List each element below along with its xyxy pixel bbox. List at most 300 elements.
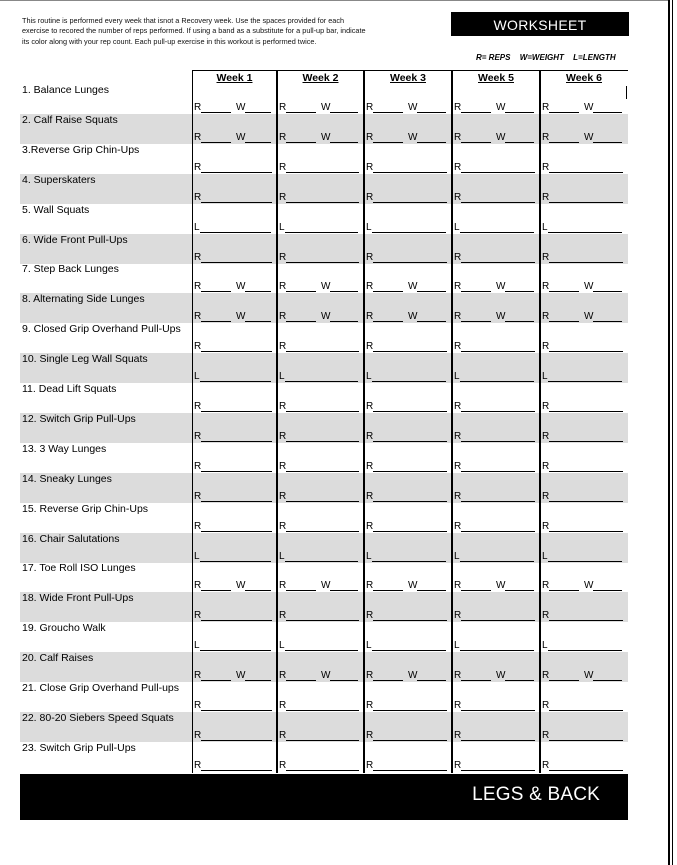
week-entry-cell[interactable] — [194, 263, 275, 293]
week-entry-cell[interactable] — [542, 443, 626, 473]
week-entry-cell[interactable] — [279, 263, 362, 293]
week-entry-cell[interactable] — [542, 353, 626, 383]
week-entry-cell[interactable] — [542, 204, 626, 234]
length-field[interactable] — [542, 222, 622, 233]
field-letter: R — [542, 401, 550, 412]
reps-field[interactable] — [366, 670, 403, 681]
week-entry-cell[interactable] — [279, 383, 362, 413]
reps-field[interactable] — [279, 670, 316, 681]
reps-field[interactable] — [279, 580, 316, 591]
field-letter: W — [584, 670, 594, 682]
reps-field[interactable] — [194, 311, 231, 322]
reps-field[interactable] — [279, 311, 316, 322]
weight-field[interactable] — [584, 132, 622, 143]
reps-field[interactable] — [542, 461, 623, 472]
week-entry-cell[interactable] — [279, 533, 362, 563]
weight-field[interactable] — [408, 281, 446, 292]
field-letter: W — [496, 670, 506, 682]
week-entry-cell[interactable] — [542, 413, 626, 443]
weight-field[interactable] — [236, 102, 271, 113]
week-entry-cell[interactable] — [279, 323, 362, 353]
week-entry-cell[interactable] — [542, 473, 626, 503]
length-field[interactable] — [454, 551, 534, 562]
reps-field[interactable] — [194, 461, 272, 472]
reps-field[interactable] — [454, 341, 535, 352]
reps-field[interactable] — [454, 491, 535, 502]
reps-field[interactable] — [454, 610, 535, 621]
week-entry-cell[interactable] — [194, 174, 275, 204]
reps-field[interactable] — [194, 431, 272, 442]
week-entry-cell[interactable] — [366, 293, 450, 323]
week-entry-cell[interactable] — [542, 592, 626, 622]
week-entry-cell[interactable] — [366, 114, 450, 144]
week-entry-cell[interactable] — [194, 443, 275, 473]
field-letter: R — [194, 191, 202, 203]
field-letter: R — [279, 191, 287, 203]
week-entry-cell[interactable] — [542, 503, 626, 533]
reps-field[interactable] — [366, 341, 447, 352]
column-divider — [192, 70, 193, 773]
week-entry-cell[interactable] — [454, 114, 538, 144]
reps-field[interactable] — [366, 132, 403, 143]
length-field[interactable] — [194, 222, 271, 233]
reps-field[interactable] — [366, 162, 447, 173]
weight-field[interactable] — [408, 670, 446, 681]
week-entry-cell[interactable] — [194, 592, 275, 622]
reps-field[interactable] — [542, 102, 579, 113]
reps-field[interactable] — [454, 670, 491, 681]
reps-field[interactable] — [366, 192, 447, 203]
week-entry-cell[interactable] — [279, 592, 362, 622]
week-entry-cell[interactable] — [194, 383, 275, 413]
reps-field[interactable] — [542, 700, 623, 711]
reps-field[interactable] — [194, 192, 272, 203]
exercise-label: 3.Reverse Grip Chin-Ups — [22, 143, 140, 156]
length-field[interactable] — [366, 551, 446, 562]
week-entry-cell[interactable] — [194, 204, 275, 234]
week-entry-cell[interactable] — [542, 742, 626, 772]
reps-field[interactable] — [454, 431, 535, 442]
field-letter: W — [408, 311, 418, 323]
exercise-label: 1. Balance Lunges — [22, 84, 109, 96]
reps-field[interactable] — [366, 760, 447, 771]
week-entry-cell[interactable] — [366, 652, 450, 682]
reps-field[interactable] — [542, 401, 623, 412]
weight-field[interactable] — [496, 102, 534, 113]
week-entry-cell[interactable] — [279, 144, 362, 174]
week-entry-cell[interactable] — [194, 413, 275, 443]
reps-field[interactable] — [279, 162, 359, 173]
length-field[interactable] — [279, 551, 358, 562]
table-row — [20, 323, 628, 353]
week-entry-cell[interactable] — [454, 323, 538, 353]
week-entry-cell[interactable] — [194, 293, 275, 323]
week-entry-cell[interactable] — [366, 144, 450, 174]
reps-field[interactable] — [194, 132, 231, 143]
reps-field[interactable] — [194, 521, 272, 532]
field-letter: R — [279, 311, 287, 323]
field-letter: W — [321, 311, 331, 323]
reps-field[interactable] — [279, 730, 359, 741]
week-entry-cell[interactable] — [279, 204, 362, 234]
week-entry-cell[interactable] — [542, 562, 626, 592]
length-field[interactable] — [366, 640, 446, 651]
field-letter: R — [454, 759, 462, 771]
weight-field[interactable] — [236, 281, 271, 292]
week-entry-cell[interactable] — [366, 204, 450, 234]
reps-field[interactable] — [366, 401, 447, 412]
exercise-label: 4. Superskaters — [22, 173, 96, 186]
week-entry-cell[interactable] — [279, 353, 362, 383]
reps-field[interactable] — [542, 281, 579, 292]
field-letter: R — [194, 401, 202, 412]
reps-field[interactable] — [454, 102, 491, 113]
reps-field[interactable] — [279, 102, 316, 113]
reps-field[interactable] — [194, 341, 272, 352]
week-entry-cell[interactable] — [454, 413, 538, 443]
reps-field[interactable] — [542, 610, 623, 621]
reps-field[interactable] — [366, 281, 403, 292]
week-entry-cell[interactable] — [279, 84, 362, 114]
week-entry-cell[interactable] — [366, 234, 450, 264]
week-entry-cell[interactable] — [279, 413, 362, 443]
reps-field[interactable] — [194, 162, 272, 173]
reps-field[interactable] — [542, 491, 623, 502]
week-entry-cell[interactable] — [366, 263, 450, 293]
reps-field[interactable] — [542, 252, 623, 263]
field-letter: R — [454, 161, 462, 173]
length-field[interactable] — [542, 551, 622, 562]
worksheet-title-box — [451, 12, 629, 36]
week-entry-cell[interactable] — [542, 712, 626, 742]
reps-field[interactable] — [366, 491, 447, 502]
length-field[interactable] — [454, 371, 534, 382]
weight-field[interactable] — [496, 281, 534, 292]
field-letter: R — [542, 311, 550, 323]
reps-field[interactable] — [542, 730, 623, 741]
reps-field[interactable] — [454, 461, 535, 472]
reps-field[interactable] — [194, 252, 272, 263]
week-entry-cell[interactable] — [194, 234, 275, 264]
reps-field[interactable] — [194, 700, 272, 711]
field-letter: W — [584, 580, 594, 592]
field-letter: R — [194, 311, 202, 323]
week-entry-cell[interactable] — [366, 742, 450, 772]
week-entry-cell[interactable] — [542, 323, 626, 353]
length-field[interactable] — [279, 222, 358, 233]
weight-field[interactable] — [584, 311, 622, 322]
week-entry-cell[interactable] — [279, 174, 362, 204]
weight-field[interactable] — [584, 670, 622, 681]
week-entry-cell[interactable] — [279, 473, 362, 503]
weight-field[interactable] — [408, 132, 446, 143]
week-entry-cell[interactable] — [279, 622, 362, 652]
text-cursor — [626, 86, 627, 99]
reps-field[interactable] — [279, 192, 359, 203]
reps-field[interactable] — [194, 760, 272, 771]
reps-field[interactable] — [454, 192, 535, 203]
reps-field[interactable] — [454, 281, 491, 292]
weight-field[interactable] — [321, 281, 358, 292]
reps-field[interactable] — [194, 491, 272, 502]
reps-field[interactable] — [366, 252, 447, 263]
reps-field[interactable] — [279, 281, 316, 292]
weight-field[interactable] — [584, 102, 622, 113]
week-entry-cell[interactable] — [454, 144, 538, 174]
reps-field[interactable] — [454, 132, 491, 143]
weight-field[interactable] — [496, 580, 534, 591]
week-entry-cell[interactable] — [454, 533, 538, 563]
week-entry-cell[interactable] — [194, 473, 275, 503]
week-entry-cell[interactable] — [366, 353, 450, 383]
exercise-label: 18. Wide Front Pull-Ups — [22, 592, 134, 605]
length-field[interactable] — [194, 551, 271, 562]
reps-field[interactable] — [454, 700, 535, 711]
table-row — [20, 234, 628, 264]
week-entry-cell[interactable] — [194, 144, 275, 174]
week-entry-cell[interactable] — [279, 712, 362, 742]
week-entry-cell[interactable] — [454, 263, 538, 293]
week-entry-cell[interactable] — [194, 353, 275, 383]
reps-field[interactable] — [279, 521, 359, 532]
week-entry-cell[interactable] — [454, 174, 538, 204]
weight-field[interactable] — [408, 580, 446, 591]
table-row — [20, 533, 628, 563]
week-entry-cell[interactable] — [542, 383, 626, 413]
field-letter: L — [194, 371, 200, 383]
reps-field[interactable] — [542, 162, 623, 173]
reps-field[interactable] — [454, 162, 535, 173]
week-entry-cell[interactable] — [279, 742, 362, 772]
week-entry-cell[interactable] — [454, 682, 538, 712]
weight-field[interactable] — [236, 311, 271, 322]
week-entry-cell[interactable] — [279, 682, 362, 712]
reps-field[interactable] — [279, 760, 359, 771]
week-entry-cell[interactable] — [454, 473, 538, 503]
reps-field[interactable] — [542, 132, 579, 143]
reps-field[interactable] — [454, 521, 535, 532]
field-letter: R — [279, 131, 287, 143]
week-entry-cell[interactable] — [366, 503, 450, 533]
week-entry-cell[interactable] — [454, 234, 538, 264]
week-entry-cell[interactable] — [366, 443, 450, 473]
week-entry-cell[interactable] — [279, 114, 362, 144]
reps-field[interactable] — [279, 132, 316, 143]
reps-field[interactable] — [194, 580, 231, 591]
week-entry-cell[interactable] — [366, 383, 450, 413]
weight-field[interactable] — [496, 670, 534, 681]
reps-field[interactable] — [454, 580, 491, 591]
column-divider — [451, 70, 453, 773]
length-field[interactable] — [194, 640, 271, 651]
field-letter: R — [454, 610, 462, 622]
reps-field[interactable] — [542, 580, 579, 591]
reps-field[interactable] — [542, 311, 579, 322]
week-entry-cell[interactable] — [194, 114, 275, 144]
weight-field[interactable] — [236, 132, 271, 143]
reps-field[interactable] — [542, 760, 623, 771]
length-field[interactable] — [454, 640, 534, 651]
week-entry-cell[interactable] — [542, 263, 626, 293]
week-entry-cell[interactable] — [279, 652, 362, 682]
reps-field[interactable] — [366, 431, 447, 442]
week-entry-cell[interactable] — [366, 473, 450, 503]
week-entry-cell[interactable] — [366, 174, 450, 204]
week-entry-cell[interactable] — [542, 174, 626, 204]
week-entry-cell[interactable] — [366, 533, 450, 563]
exercise-label: 23. Switch Grip Pull-Ups — [22, 741, 136, 754]
week-entry-cell[interactable] — [194, 622, 275, 652]
reps-field[interactable] — [194, 610, 272, 621]
week-entry-cell[interactable] — [366, 84, 450, 114]
week-entry-cell[interactable] — [194, 533, 275, 563]
reps-field[interactable] — [279, 491, 359, 502]
reps-field[interactable] — [542, 431, 623, 442]
weight-field[interactable] — [496, 311, 534, 322]
week-entry-cell[interactable] — [366, 413, 450, 443]
field-letter: R — [366, 102, 374, 113]
field-letter: R — [366, 610, 374, 622]
table-row — [20, 712, 628, 742]
reps-field[interactable] — [366, 311, 403, 322]
week-entry-cell[interactable] — [279, 562, 362, 592]
week-entry-cell[interactable] — [542, 114, 626, 144]
reps-field[interactable] — [194, 401, 272, 412]
weight-field[interactable] — [408, 311, 446, 322]
weight-field[interactable] — [321, 132, 358, 143]
length-field[interactable] — [366, 222, 446, 233]
field-letter: R — [454, 281, 462, 293]
week-header-2: Week 2 — [302, 72, 339, 84]
reps-field[interactable] — [454, 252, 535, 263]
weight-field[interactable] — [408, 102, 446, 113]
week-entry-cell[interactable] — [454, 652, 538, 682]
reps-field[interactable] — [454, 730, 535, 741]
reps-field[interactable] — [279, 252, 359, 263]
reps-field[interactable] — [279, 341, 359, 352]
reps-field[interactable] — [279, 401, 359, 412]
length-field[interactable] — [194, 371, 271, 382]
week-entry-cell[interactable] — [454, 712, 538, 742]
weight-field[interactable] — [321, 670, 358, 681]
reps-field[interactable] — [366, 580, 403, 591]
reps-field[interactable] — [542, 670, 579, 681]
week-entry-cell[interactable] — [194, 323, 275, 353]
week-entry-cell[interactable] — [542, 293, 626, 323]
length-field[interactable] — [366, 371, 446, 382]
reps-field[interactable] — [194, 281, 231, 292]
reps-field[interactable] — [366, 610, 447, 621]
reps-field[interactable] — [279, 431, 359, 442]
reps-field[interactable] — [366, 102, 403, 113]
table-row — [20, 473, 628, 503]
weight-field[interactable] — [321, 102, 358, 113]
page-top-edge — [0, 0, 670, 1]
week-entry-cell[interactable] — [366, 712, 450, 742]
week-entry-cell[interactable] — [366, 622, 450, 652]
length-field[interactable] — [542, 640, 622, 651]
field-letter: L — [454, 640, 460, 652]
length-field[interactable] — [279, 640, 358, 651]
week-entry-cell[interactable] — [279, 443, 362, 473]
week-entry-cell[interactable] — [279, 293, 362, 323]
week-entry-cell[interactable] — [454, 84, 538, 114]
reps-field[interactable] — [454, 760, 535, 771]
week-entry-cell[interactable] — [279, 234, 362, 264]
week-entry-cell[interactable] — [542, 682, 626, 712]
week-entry-cell[interactable] — [454, 353, 538, 383]
weight-field[interactable] — [236, 670, 271, 681]
week-entry-cell[interactable] — [194, 503, 275, 533]
week-entry-cell[interactable] — [454, 562, 538, 592]
week-entry-cell[interactable] — [454, 503, 538, 533]
field-letter: R — [194, 341, 202, 353]
week-entry-cell[interactable] — [194, 652, 275, 682]
reps-field[interactable] — [194, 102, 231, 113]
week-entry-cell[interactable] — [366, 323, 450, 353]
reps-field[interactable] — [366, 461, 447, 472]
weight-field[interactable] — [236, 580, 271, 591]
week-entry-cell[interactable] — [194, 712, 275, 742]
week-entry-cell[interactable] — [366, 592, 450, 622]
week-entry-cell[interactable] — [454, 383, 538, 413]
week-entry-cell[interactable] — [454, 622, 538, 652]
reps-field[interactable] — [542, 341, 623, 352]
weight-field[interactable] — [496, 132, 534, 143]
reps-field[interactable] — [279, 700, 359, 711]
week-entry-cell[interactable] — [454, 443, 538, 473]
reps-field[interactable] — [542, 521, 623, 532]
week-entry-cell[interactable] — [194, 562, 275, 592]
weight-field[interactable] — [321, 311, 358, 322]
length-field[interactable] — [454, 222, 534, 233]
week-entry-cell[interactable] — [366, 682, 450, 712]
week-entry-cell[interactable] — [542, 622, 626, 652]
length-field[interactable] — [542, 371, 622, 382]
week-entry-cell[interactable] — [454, 742, 538, 772]
reps-field[interactable] — [542, 192, 623, 203]
reps-field[interactable] — [366, 700, 447, 711]
length-field[interactable] — [279, 371, 358, 382]
week-entry-cell[interactable] — [279, 503, 362, 533]
week-entry-cell[interactable] — [194, 742, 275, 772]
week-entry-cell[interactable] — [366, 562, 450, 592]
reps-field[interactable] — [366, 730, 447, 741]
week-entry-cell[interactable] — [542, 234, 626, 264]
reps-field[interactable] — [194, 730, 272, 741]
weight-field[interactable] — [584, 580, 622, 591]
week-entry-cell[interactable] — [454, 293, 538, 323]
reps-field[interactable] — [454, 311, 491, 322]
field-letter: L — [542, 640, 548, 652]
reps-field[interactable] — [279, 610, 359, 621]
week-entry-cell[interactable] — [194, 84, 275, 114]
field-letter: R — [366, 700, 374, 711]
reps-field[interactable] — [454, 401, 535, 412]
week-entry-cell[interactable] — [454, 592, 538, 622]
week-entry-cell[interactable] — [542, 533, 626, 563]
week-entry-cell[interactable] — [194, 682, 275, 712]
reps-field[interactable] — [279, 461, 359, 472]
weight-field[interactable] — [584, 281, 622, 292]
reps-field[interactable] — [194, 670, 231, 681]
week-entry-cell[interactable] — [542, 652, 626, 682]
reps-field[interactable] — [366, 521, 447, 532]
weight-field[interactable] — [321, 580, 358, 591]
week-entry-cell[interactable] — [454, 204, 538, 234]
week-entry-cell[interactable] — [542, 84, 626, 114]
week-entry-cell[interactable] — [542, 144, 626, 174]
